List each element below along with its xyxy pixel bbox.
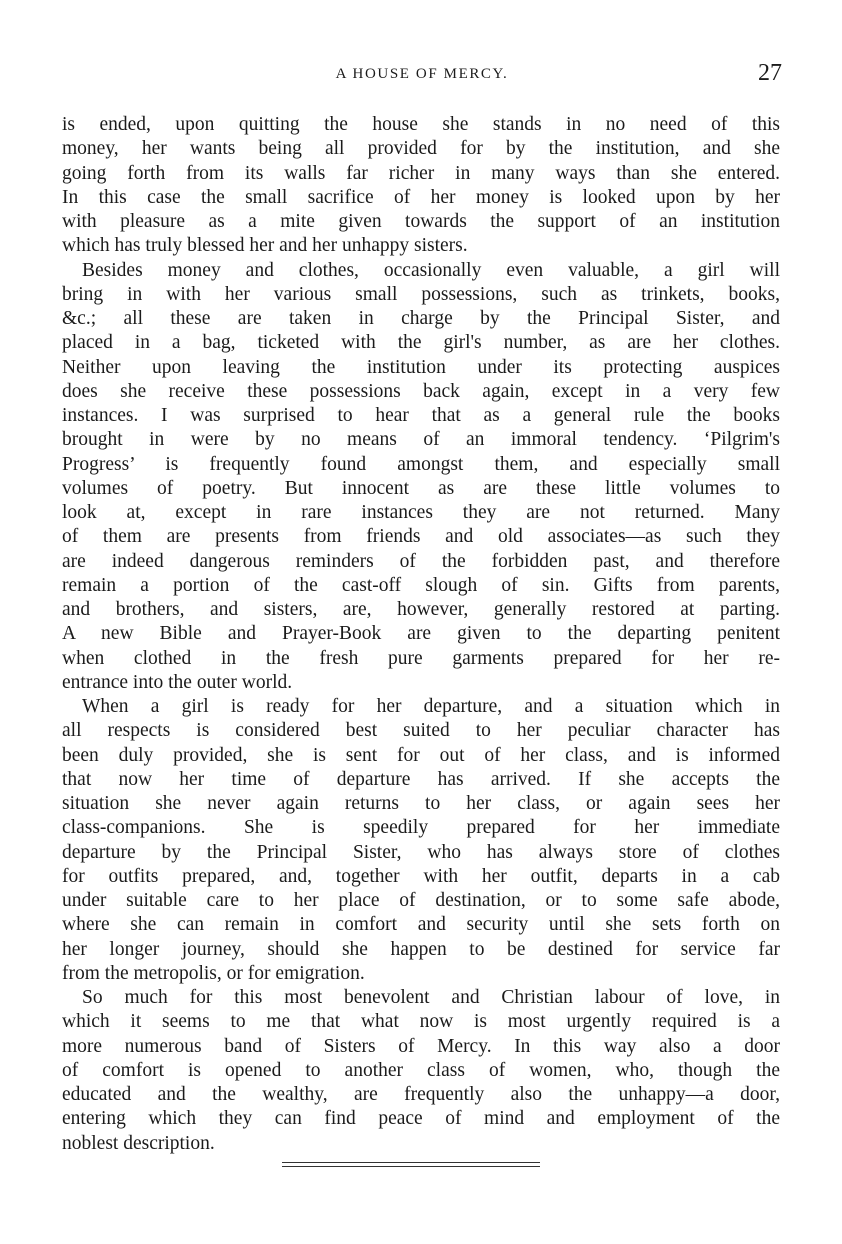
running-head (62, 60, 782, 94)
text-line: noblest description. (62, 1132, 215, 1154)
rule-line (282, 1162, 540, 1163)
text-line: are indeed dangerous reminders of the forbidden past, and therefore (62, 550, 780, 572)
text-line: which has truly blessed her and her unhappy sisters. (62, 235, 468, 257)
text-line: that now her time of departure has arrived. If she accepts the (62, 768, 780, 790)
text-line: of comfort is opened to another class of women, who, though the (62, 1059, 780, 1081)
text-line: entering which they can find peace of mind and employment of the (62, 1108, 780, 1130)
text-line: educated and the wealthy, are frequently also the unhappy—a door, (62, 1084, 780, 1105)
rule-line (282, 1166, 540, 1167)
text-line: more numerous band of Sisters of Mercy. In this way also a door (62, 1035, 780, 1057)
text-line: brought in were by no means of an immoral tendency. ‘Pilgrim's (62, 429, 780, 451)
body-text (62, 113, 780, 1156)
paragraph-start-line: Besides money and clothes, occasionally even valuable, a girl will (82, 259, 780, 281)
text-line: and brothers, and sisters, are, however, generally restored at parting. (62, 599, 780, 620)
text-line: when clothed in the fresh pure garments prepared for her re- (62, 647, 780, 669)
text-line: departure by the Principal Sister, who has always store of clothes (62, 841, 780, 863)
text-line: Progress’ is frequently found amongst them, and especially small (62, 453, 780, 475)
text-line: from the metropolis, or for emigration. (62, 962, 365, 984)
text-line: entrance into the outer world. (62, 671, 293, 693)
text-line: which it seems to me that what now is most urgently required is a (62, 1011, 780, 1033)
text-line: for outfits prepared, and, together with her outfit, departs in a cab (62, 865, 780, 887)
text-line: under suitable care to her place of destination, or to some safe abode, (62, 890, 780, 911)
text-line: situation she never again returns to her class, or again sees her (62, 793, 780, 814)
text-line: money, her wants being all provided for by the institution, and she (62, 138, 780, 160)
text-line: look at, except in rare instances they are not returned. Many (62, 502, 780, 523)
text-line: Neither upon leaving the institution under its protecting auspices (62, 356, 780, 378)
text-line: of them are presents from friends and old associates—as such they (62, 526, 780, 548)
running-title: A HOUSE OF MERCY. (335, 66, 509, 82)
text-line: volumes of poetry. But innocent as are these little volumes to (62, 477, 780, 499)
section-end-rule (282, 1162, 540, 1170)
paragraph-start-line: So much for this most benevolent and Christian labour of love, in (82, 987, 780, 1008)
text-line: In this case the small sacrifice of her money is looked upon by her (62, 186, 780, 208)
page-number: 27 (758, 60, 782, 86)
text-line: all respects is considered best suited to her peculiar character has (62, 720, 780, 742)
text-line: is ended, upon quitting the house she stands in no need of this (62, 114, 780, 135)
text-line: class-companions. She is speedily prepared for her immediate (62, 817, 780, 839)
text-line: bring in with her various small possessions, such as trinkets, books, (62, 283, 780, 305)
text-line: A new Bible and Prayer-Book are given to the departing penitent (62, 623, 780, 645)
text-line: with pleasure as a mite given towards the support of an institution (62, 211, 780, 232)
text-line: her longer journey, should she happen to be destined for service far (62, 938, 780, 960)
text-line: &c.; all these are taken in charge by the Principal Sister, and (62, 308, 780, 329)
text-line: does she receive these possessions back again, except in a very few (62, 380, 780, 402)
text-line: placed in a bag, ticketed with the girl's number, as are her clothes. (62, 332, 780, 354)
text-line: where she can remain in comfort and security until she sets forth on (62, 914, 780, 936)
text-line: been duly provided, she is sent for out of her class, and is informed (62, 744, 780, 766)
text-line: going forth from its walls far richer in many ways than she entered. (62, 162, 780, 184)
paragraph-start-line: When a girl is ready for her departure, and a situation which in (82, 696, 780, 717)
text-line: remain a portion of the cast-off slough of sin. Gifts from parents, (62, 574, 780, 596)
text-line: instances. I was surprised to hear that as a general rule the books (62, 405, 780, 426)
